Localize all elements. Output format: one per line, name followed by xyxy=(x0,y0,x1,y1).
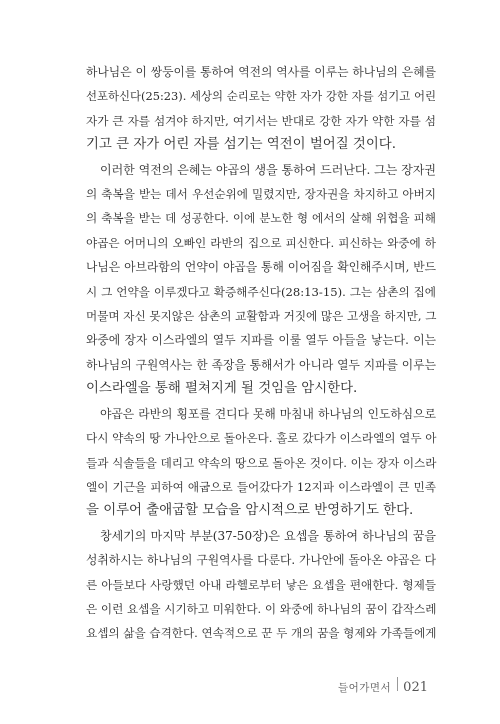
paragraph-2 xyxy=(86,158,436,402)
text-line: 다시 약속의 땅 가나안으로 돌아온다. 홀로 갔다가 이스라엘의 열두 아 xyxy=(86,431,437,446)
text-line: 시 그 언약을 이루겠다고 확증해주신다(28:13-15). 그는 삼촌의 집에 xyxy=(86,284,436,299)
text-line: 나님은 아브라함의 언약이 야곱을 통해 이어짐을 확인해주시며, 반드 xyxy=(86,260,436,275)
text-line: 의 축복을 받는 데서 우선순위에 밀렸지만, 장자권을 차지하고 아버지 xyxy=(86,187,436,202)
text-line: 엘이 기근을 피하여 애굽으로 들어갔다가 12지파 이스라엘이 큰 민족 xyxy=(86,479,436,494)
text-line: 들과 식솔들을 데리고 약속의 땅으로 돌아온 것이다. 이는 장자 이스라 xyxy=(86,455,437,470)
text-line: 자가 큰 자를 섬겨야 하지만, 여기서는 반대로 강한 자가 약한 자를 섬 xyxy=(86,113,436,128)
text-line: 요셉의 삶을 습격한다. 연속적으로 꾼 두 개의 꿈을 형제와 가족들에게 xyxy=(86,626,437,641)
text-line: 하나님은 이 쌍둥이를 통하여 역전의 역사를 이루는 하나님의 은혜를 xyxy=(86,65,436,79)
text-line: 의 축복을 받는 데 성공한다. 이에 분노한 형 에서의 살해 위협을 피해 xyxy=(86,211,436,226)
text-line: 른 아들보다 사랑했던 아내 라헬로부터 낳은 요셉을 편애한다. 형제들 xyxy=(86,577,436,592)
page-footer xyxy=(338,680,428,695)
footer-divider xyxy=(397,677,398,691)
paragraph-4 xyxy=(86,524,436,646)
text-line: 기고 큰 자가 어린 자를 섬기는 역전이 벌어질 것이다. xyxy=(86,137,396,153)
running-section-title: 들어가면서 xyxy=(337,682,392,694)
text-line: 하나님의 구원역사는 한 족장을 통해서가 아니라 열두 지파를 이루는 xyxy=(86,357,436,372)
paragraph-3 xyxy=(86,402,436,524)
body-text xyxy=(86,60,436,646)
text-line: 창세기의 마지막 부분(37-50장)은 요셉을 통하여 하나님의 꿈을 xyxy=(100,528,436,543)
text-line: 이스라엘을 통해 펼쳐지게 될 것임을 암시한다. xyxy=(86,381,358,397)
text-line: 선포하신다(25:23). 세상의 순리로는 약한 자가 강한 자를 섬기고 어린 xyxy=(86,89,436,104)
text-line: 을 이루어 출애굽할 모습을 암시적으로 반영하기도 한다. xyxy=(86,503,414,519)
page-number: 021 xyxy=(403,680,428,695)
text-line: 성취하시는 하나님의 구원역사를 다룬다. 가나안에 돌아온 야곱은 다 xyxy=(86,553,436,568)
paragraph-1 xyxy=(86,60,436,158)
text-line: 머물며 자신 못지않은 삼촌의 교활함과 거짓에 많은 고생을 하지만, 그 xyxy=(86,309,437,324)
text-line: 이러한 역전의 은혜는 야곱의 생을 통하여 드러난다. 그는 장자권 xyxy=(100,162,436,177)
text-line: 은 이런 요셉을 시기하고 미워한다. 이 와중에 하나님의 꿈이 갑작스레 xyxy=(86,601,437,616)
text-line: 야곱은 라반의 횡포를 견디다 못해 마침내 하나님의 인도하심으로 xyxy=(100,406,436,421)
text-line: 와중에 장자 이스라엘의 열두 지파를 이룰 열두 아들을 낳는다. 이는 xyxy=(86,333,436,348)
text-line: 야곱은 어머니의 오빠인 라반의 집으로 피신한다. 피신하는 와중에 하 xyxy=(86,235,436,250)
